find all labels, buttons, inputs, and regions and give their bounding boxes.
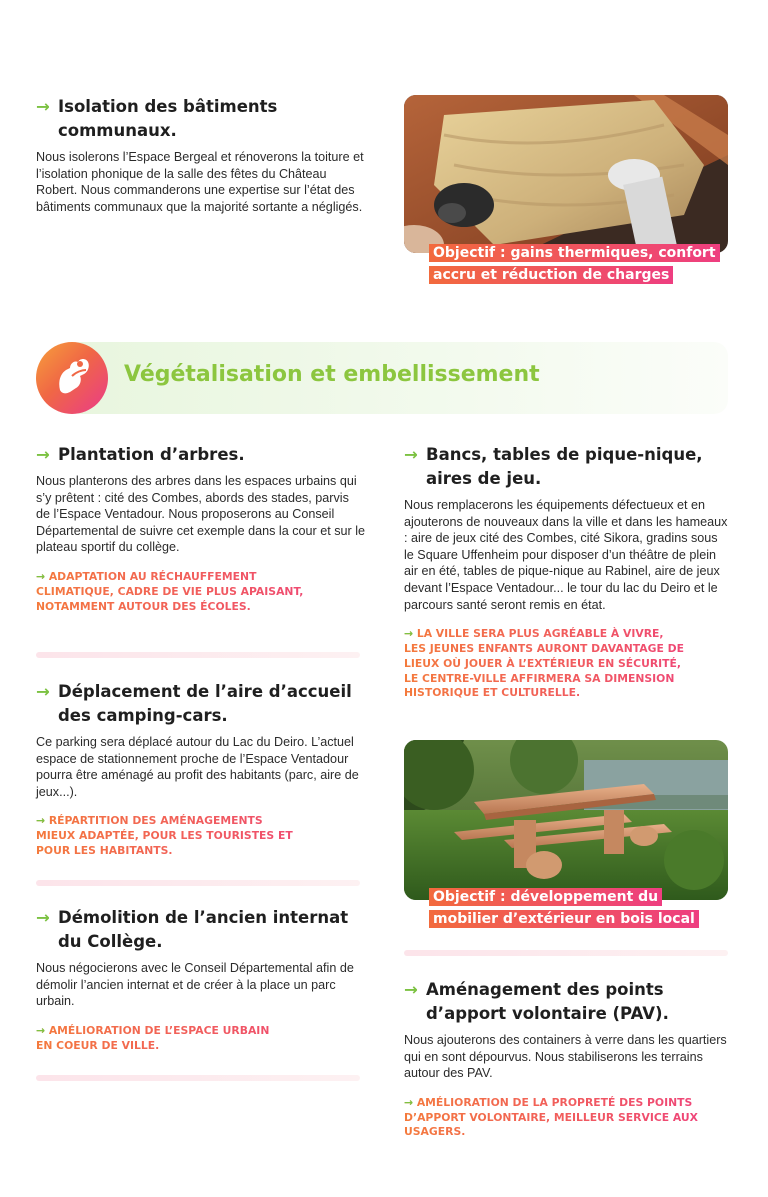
camping-body: Ce parking sera déplacé autour du Lac du Deiro. L’actuel espace de stationnement proche de l’Espace Ventadour pourra être aménagé au profit des habitants (parc, aire de jeux...). [36, 735, 359, 799]
section-pav [404, 978, 728, 1140]
isolation-title: → Isolation des bâtiments communaux. [36, 97, 278, 140]
arrow-icon: → [36, 814, 46, 828]
section-internat [36, 906, 366, 1053]
section-plantation [36, 443, 366, 614]
arrow-icon: → [404, 445, 418, 464]
arrow-icon: → [404, 627, 414, 641]
camping-result: → RÉPARTITION DES AMÉNAGEMENTS MIEUX ADAPTÉE, POUR LES TOURISTES ET POUR LES HABITANTS. [36, 814, 366, 858]
picnic-caption: Objectif : développement du mobilier d’extérieur en bois local [429, 886, 729, 930]
arrow-icon: → [36, 682, 50, 701]
insulation-photo [404, 95, 728, 253]
pav-title: → Aménagement des points d’apport volontaire (PAV). [404, 980, 669, 1023]
arrow-icon: → [36, 1023, 46, 1037]
isolation-caption: Objectif : gains thermiques, confort accru et réduction de charges [429, 242, 729, 286]
arrow-icon: → [404, 980, 418, 999]
arrow-icon: → [36, 908, 50, 927]
internat-result: → AMÉLIORATION DE L’ESPACE URBAIN EN COEUR DE VILLE. [36, 1024, 366, 1054]
arrow-icon: → [36, 569, 46, 583]
hand-leaf-icon [36, 342, 108, 414]
plantation-title: → Plantation d’arbres. [36, 443, 366, 467]
plantation-body: Nous planterons des arbres dans les espaces urbains qui s’y prêtent : cité des Combes, abords des stades, parvis de l’Espace Ventadour. Nous proposerons au Conseil Départemental de suivre cet exemple dans la cour et sur le plateau sportif du collège. [36, 474, 366, 555]
banner-title: Végétalisation et embellissement [124, 362, 540, 387]
plantation-result: → ADAPTATION AU RÉCHAUFFEMENT CLIMATIQUE, CADRE DE VIE PLUS APAISANT, NOTAMMENT AUTOUR DES ÉCOLES. [36, 570, 366, 614]
bancs-body: Nous remplacerons les équipements défectueux et en ajouterons de nouveaux dans la ville et dans les hameaux : aire de jeux cité des Combes, cité Sikora, gradins sous le Square Uffenheim pour disposer d’un théâtre de plein air en été, tables de pique-nique au Rabinel, aire de jeux devant l’Espace Ventadour... le tour du lac du Deiro et le parcours santé seront remis en état. [404, 498, 728, 612]
section-bancs [404, 443, 728, 701]
arrow-icon: → [36, 97, 50, 116]
internat-title: → Démolition de l’ancien internat du Collège. [36, 908, 349, 951]
divider [36, 1075, 360, 1081]
bancs-title: → Bancs, tables de pique-nique, aires de jeu. [404, 445, 703, 488]
divider [36, 880, 360, 886]
internat-body: Nous négocierons avec le Conseil Départemental afin de démolir l’ancien internat et de créer à la place un parc urbain. [36, 961, 354, 1009]
arrow-icon: → [36, 445, 50, 464]
pav-body: Nous ajouterons des containers à verre dans les quartiers qui en sont dépourvus. Nous stabiliserons les terrains autour des PAV. [404, 1033, 727, 1081]
divider [36, 652, 360, 658]
banner-icon-circle [36, 342, 108, 414]
divider [404, 950, 728, 956]
section-isolation [36, 95, 366, 215]
camping-title: → Déplacement de l’aire d’accueil des camping-cars. [36, 682, 352, 725]
isolation-body: Nous isolerons l’Espace Bergeal et rénoverons la toiture et l’isolation phonique de la salle des fêtes du Château Robert. Nous commanderons une expertise sur l’état des bâtiments communaux que la majorité sortante a négligés. [36, 150, 364, 214]
bancs-result: → LA VILLE SERA PLUS AGRÉABLE À VIVRE, LES JEUNES ENFANTS AURONT DAVANTAGE DE LIEUX OÙ JOUER À L’EXTÉRIEUR EN SÉCURITÉ, LE CENTRE-VILLE AFFIRMERA SA DIMENSION HISTORIQUE ET CULTURELLE. [404, 627, 728, 701]
pav-result: → AMÉLIORATION DE LA PROPRETÉ DES POINTS D’APPORT VOLONTAIRE, MEILLEUR SERVICE AUX USAGERS. [404, 1096, 728, 1140]
section-camping [36, 680, 366, 859]
picnic-table-photo [404, 740, 728, 900]
section-banner [36, 342, 728, 414]
arrow-icon: → [404, 1095, 414, 1109]
